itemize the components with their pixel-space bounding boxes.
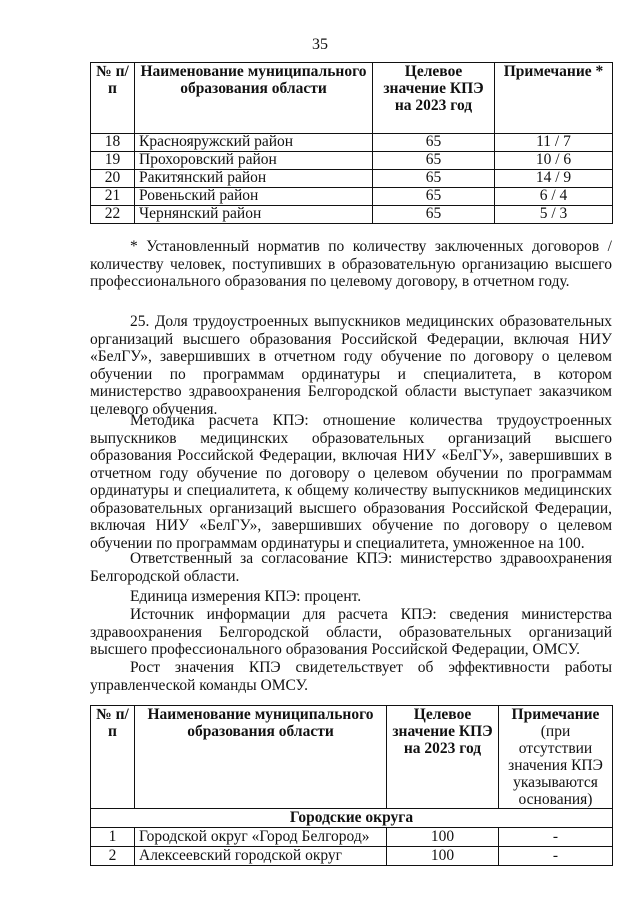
table-row [91, 847, 613, 866]
header-note-subtitle: (при отсутствии значения КПЭ указываются основания) [508, 723, 603, 808]
cell-target: 65 [373, 134, 495, 152]
cell-number: 22 [91, 206, 135, 224]
header-note [499, 706, 613, 809]
cell-target: 65 [373, 170, 495, 188]
header-number: № п/п [91, 63, 135, 134]
unit-paragraph: Единица измерения КПЭ: процент. [130, 588, 362, 605]
cell-municipality: Прохоровский район [135, 152, 373, 170]
cell-municipality: Чернянский район [135, 206, 373, 224]
header-note: Примечание * [495, 63, 613, 134]
group-title: Городские округа [91, 809, 613, 828]
header-municipality: Наименование муниципального образования области [135, 706, 387, 809]
header-number: № п/п [91, 706, 135, 809]
cell-number: 20 [91, 170, 135, 188]
cell-target: 65 [373, 188, 495, 206]
page-number: 35 [312, 36, 328, 53]
cell-number: 21 [91, 188, 135, 206]
cell-target: 100 [387, 828, 499, 847]
source-paragraph: Источник информации для расчета КПЭ: сведения министерства здравоохранения Белгородской области, образовательных организаций высшего профессионального образования Российской Федерации, ОМСУ. [90, 606, 612, 658]
header-target-value: Целевое значение КПЭ на 2023 год [373, 63, 495, 134]
cell-municipality: Ракитянский район [135, 170, 373, 188]
cell-target: 100 [387, 847, 499, 866]
header-note-title: Примечание [511, 706, 600, 723]
table-row [91, 134, 613, 152]
cell-municipality: Городской округ «Город Белгород» [135, 828, 387, 847]
header-municipality: Наименование муниципального образования области [135, 63, 373, 134]
kpi-table-districts [90, 62, 613, 224]
methodology-paragraph: Методика расчета КПЭ: отношение количества трудоустроенных выпускников медицинских образовательных организаций высшего образования Российской Федерации, включая НИУ «БелГУ», завершивших в отчетном году обучение по договору о целевом обучении по программам ординатуры и специалитета, к общему количеству выпускников медицинских образовательных организаций высшего образования Российской Федерации, включая НИУ «БелГУ», завершивших обучение по договору о целевом обучении по программам ординатуры и специалитета, умноженное на 100. [90, 412, 612, 552]
footnote-paragraph: * Установленный норматив по количеству заключенных договоров / количеству человек, поступивших в образовательную организацию высшего профессионального образования по целевому договору, в отчетном году. [90, 238, 612, 290]
table-row [91, 152, 613, 170]
group-row [91, 809, 613, 828]
table-row [91, 206, 613, 224]
responsible-paragraph: Ответственный за согласование КПЭ: министерство здравоохранения Белгородской области. [90, 550, 612, 585]
cell-municipality: Алексеевский городской округ [135, 847, 387, 866]
cell-municipality: Краснояружский район [135, 134, 373, 152]
table-row [91, 170, 613, 188]
cell-number: 1 [91, 828, 135, 847]
cell-note: 10 / 6 [495, 152, 613, 170]
table-row [91, 188, 613, 206]
cell-note: - [499, 828, 613, 847]
cell-number: 19 [91, 152, 135, 170]
cell-note: - [499, 847, 613, 866]
kpi-25-paragraph: 25. Доля трудоустроенных выпускников медицинских образовательных организаций высшего образования Российской Федерации, включая НИУ «БелГУ», завершивших в отчетном году обучение по договору о целевом обучении по программам ординатуры и специалитета, в котором министерство здравоохранения Белгородской области выступает заказчиком целевого обучения. [90, 313, 612, 418]
kpi-table-urban-districts [90, 705, 613, 866]
cell-note: 14 / 9 [495, 170, 613, 188]
growth-paragraph: Рост значения КПЭ свидетельствует об эффективности работы управленческой команды ОМСУ. [90, 659, 612, 694]
table-header-row [91, 63, 613, 134]
cell-target: 65 [373, 152, 495, 170]
cell-municipality: Ровеньский район [135, 188, 373, 206]
cell-target: 65 [373, 206, 495, 224]
cell-note: 11 / 7 [495, 134, 613, 152]
cell-note: 5 / 3 [495, 206, 613, 224]
cell-number: 2 [91, 847, 135, 866]
header-target-value: Целевое значение КПЭ на 2023 год [387, 706, 499, 809]
table-row [91, 828, 613, 847]
cell-note: 6 / 4 [495, 188, 613, 206]
table-header-row [91, 706, 613, 809]
cell-number: 18 [91, 134, 135, 152]
